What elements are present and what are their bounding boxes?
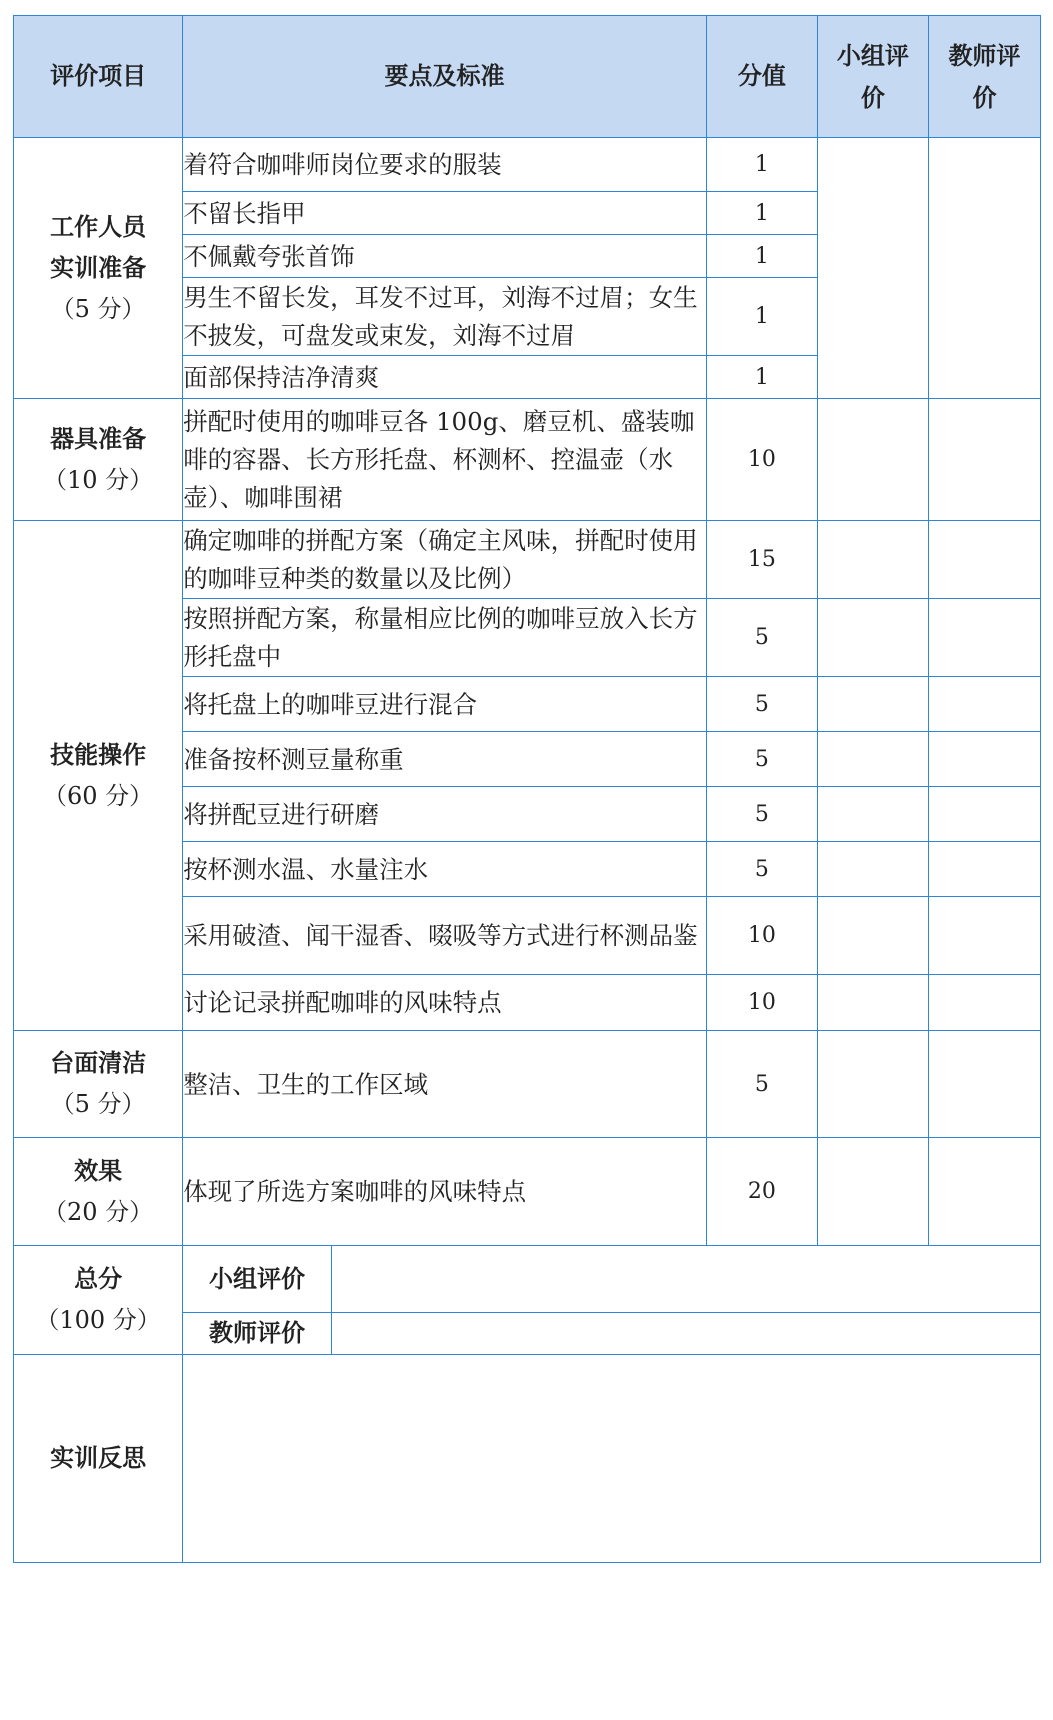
criteria-cell: 着符合咖啡师岗位要求的服装: [183, 138, 707, 192]
criteria-cell: 将托盘上的咖啡豆进行混合: [183, 677, 707, 732]
group-eval-cell[interactable]: [817, 399, 928, 521]
teacher-eval-cell[interactable]: [928, 677, 1040, 732]
header-row: [14, 16, 1041, 138]
criteria-cell: 体现了所选方案咖啡的风味特点: [183, 1138, 707, 1246]
score-cell: 5: [706, 787, 817, 842]
criteria-cell: 确定咖啡的拼配方案（确定主风味，拼配时使用的咖啡豆种类的数量以及比例）: [183, 521, 707, 599]
total-teacher-eval-label: 教师评价: [183, 1313, 332, 1355]
header-score: 分值: [706, 16, 817, 138]
group-eval-cell[interactable]: [817, 897, 928, 975]
teacher-eval-cell[interactable]: [928, 842, 1040, 897]
score-cell: 10: [706, 975, 817, 1031]
criteria-cell: 采用破渣、闻干湿香、啜吸等方式进行杯测品鉴: [183, 897, 707, 975]
score-cell: 1: [706, 192, 817, 235]
category-prep: 工作人员 实训准备 （5 分）: [14, 138, 183, 399]
score-cell: 5: [706, 677, 817, 732]
criteria-cell: 不佩戴夸张首饰: [183, 235, 707, 278]
score-cell: 20: [706, 1138, 817, 1246]
table-row: [14, 399, 1041, 521]
teacher-eval-cell[interactable]: [928, 897, 1040, 975]
category-effect: 效果 （20 分）: [14, 1138, 183, 1246]
criteria-cell: 按照拼配方案，称量相应比例的咖啡豆放入长方形托盘中: [183, 599, 707, 677]
teacher-eval-cell[interactable]: [928, 521, 1040, 599]
criteria-cell: 拼配时使用的咖啡豆各 100g、磨豆机、盛装咖啡的容器、长方形托盘、杯测杯、控温壶（水壶）、咖啡围裙: [183, 399, 707, 521]
teacher-eval-cell[interactable]: [928, 138, 1040, 399]
criteria-cell: 按杯测水温、水量注水: [183, 842, 707, 897]
group-eval-cell[interactable]: [817, 599, 928, 677]
table-row: [14, 1246, 1041, 1313]
criteria-cell: 不留长指甲: [183, 192, 707, 235]
table-row: [14, 138, 1041, 192]
total-group-eval-field[interactable]: [331, 1246, 1040, 1313]
group-eval-cell[interactable]: [817, 787, 928, 842]
group-eval-cell[interactable]: [817, 138, 928, 399]
criteria-cell: 面部保持洁净清爽: [183, 356, 707, 399]
total-teacher-eval-field[interactable]: [331, 1313, 1040, 1355]
group-eval-cell[interactable]: [817, 975, 928, 1031]
group-eval-cell[interactable]: [817, 677, 928, 732]
score-cell: 10: [706, 897, 817, 975]
total-group-eval-label: 小组评价: [183, 1246, 332, 1313]
header-criteria: 要点及标准: [183, 16, 707, 138]
category-skills: 技能操作 （60 分）: [14, 521, 183, 1031]
category-tools: 器具准备 （10 分）: [14, 399, 183, 521]
group-eval-cell[interactable]: [817, 732, 928, 787]
criteria-cell: 整洁、卫生的工作区域: [183, 1031, 707, 1138]
evaluation-table: [13, 15, 1041, 1563]
score-cell: 1: [706, 138, 817, 192]
score-cell: 1: [706, 278, 817, 356]
header-group-eval: 小组评 价: [817, 16, 928, 138]
header-teacher-eval: 教师评 价: [928, 16, 1040, 138]
criteria-cell: 准备按杯测豆量称重: [183, 732, 707, 787]
table-row: [14, 1031, 1041, 1138]
score-cell: 1: [706, 235, 817, 278]
group-eval-cell[interactable]: [817, 521, 928, 599]
teacher-eval-cell[interactable]: [928, 399, 1040, 521]
score-cell: 15: [706, 521, 817, 599]
teacher-eval-cell[interactable]: [928, 732, 1040, 787]
criteria-cell: 将拼配豆进行研磨: [183, 787, 707, 842]
category-total: 总分 （100 分）: [14, 1246, 183, 1355]
score-cell: 10: [706, 399, 817, 521]
score-cell: 5: [706, 1031, 817, 1138]
group-eval-cell[interactable]: [817, 842, 928, 897]
teacher-eval-cell[interactable]: [928, 787, 1040, 842]
teacher-eval-cell[interactable]: [928, 1031, 1040, 1138]
score-cell: 5: [706, 842, 817, 897]
table-row: [14, 1138, 1041, 1246]
score-cell: 5: [706, 599, 817, 677]
table-row: [14, 1355, 1041, 1563]
category-reflection: 实训反思: [14, 1355, 183, 1563]
score-cell: 5: [706, 732, 817, 787]
table-row: [14, 521, 1041, 599]
criteria-cell: 男生不留长发，耳发不过耳，刘海不过眉；女生不披发，可盘发或束发，刘海不过眉: [183, 278, 707, 356]
teacher-eval-cell[interactable]: [928, 975, 1040, 1031]
teacher-eval-cell[interactable]: [928, 1138, 1040, 1246]
teacher-eval-cell[interactable]: [928, 599, 1040, 677]
score-cell: 1: [706, 356, 817, 399]
header-item: 评价项目: [14, 16, 183, 138]
group-eval-cell[interactable]: [817, 1138, 928, 1246]
category-clean: 台面清洁 （5 分）: [14, 1031, 183, 1138]
reflection-field[interactable]: [183, 1355, 1041, 1563]
group-eval-cell[interactable]: [817, 1031, 928, 1138]
criteria-cell: 讨论记录拼配咖啡的风味特点: [183, 975, 707, 1031]
